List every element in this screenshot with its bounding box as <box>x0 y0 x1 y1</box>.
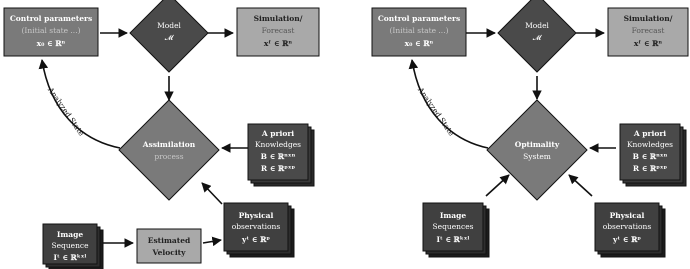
apriori-title: A priori <box>261 129 295 138</box>
right-diagram <box>372 0 688 257</box>
edge-image-to-optimality <box>486 175 509 196</box>
image-formula-right: Iᵗ ∈ ℝᵏˣˡ <box>436 235 470 244</box>
control-subtitle: (Initial state ...) <box>21 26 81 35</box>
simulation-title: Simulation/ <box>253 14 303 23</box>
edge-velocity-to-physical <box>203 240 221 243</box>
simulation-node-right <box>608 8 688 56</box>
image-subtitle: Sequence <box>51 241 89 250</box>
optimality-title: Optimality <box>514 140 560 149</box>
analyzed-state-label: Analyzed State <box>46 85 87 138</box>
simulation-subtitle-right: Forecast <box>631 26 665 35</box>
control-parameters-node <box>4 8 98 56</box>
assimilation-subtitle: process <box>154 152 184 161</box>
control-title: Control parameters <box>9 14 93 23</box>
simulation-title-right: Simulation/ <box>623 14 673 23</box>
apriori-b-matrix-right: B ∈ ℝⁿˣⁿ <box>632 152 668 161</box>
image-formula: Iᵗ ∈ ℝᵏˣˡ <box>53 253 87 262</box>
apriori-subtitle: Knowledges <box>254 140 302 149</box>
edge-physical-to-assimilation <box>202 183 222 204</box>
control-parameters-node-right <box>372 8 466 56</box>
control-subtitle-right: (Initial state ...) <box>389 26 449 35</box>
simulation-subtitle: Forecast <box>261 26 295 35</box>
velocity-title: Estimated <box>147 236 191 245</box>
physical-observations-node-right <box>595 203 665 257</box>
simulation-node <box>237 8 319 56</box>
simulation-formula-right: xᶠ ∈ ℝⁿ <box>633 39 663 48</box>
physical-formula-right: yᵗ ∈ ℝᵖ <box>613 235 641 244</box>
image-sequence-node <box>43 224 103 269</box>
assimilation-title: Assimilation <box>142 140 196 149</box>
apriori-b-matrix: B ∈ ℝⁿˣⁿ <box>260 152 296 161</box>
analyzed-state-label-right: Analyzed State <box>416 85 457 138</box>
image-title: Image <box>56 230 84 239</box>
control-title-right: Control parameters <box>377 14 461 23</box>
simulation-formula: xᶠ ∈ ℝⁿ <box>263 39 293 48</box>
model-title-right: Model <box>525 21 549 30</box>
velocity-subtitle: Velocity <box>152 248 186 257</box>
physical-subtitle: observations <box>231 222 281 231</box>
image-title-right: Image <box>439 211 467 220</box>
model-symbol: 𝓜 <box>164 33 174 42</box>
control-formula-right: x₀ ∈ ℝⁿ <box>404 39 434 48</box>
physical-title: Physical <box>238 211 274 220</box>
estimated-velocity-node <box>137 229 201 263</box>
model-symbol-right: 𝓜 <box>532 33 542 42</box>
apriori-node-right <box>620 124 686 186</box>
physical-subtitle-right: observations <box>602 222 652 231</box>
edge-physical-to-optimality <box>569 175 592 196</box>
model-node-right <box>498 0 576 72</box>
apriori-node <box>248 124 314 186</box>
image-subtitle-right: Sequences <box>432 222 474 231</box>
apriori-subtitle-right: Knowledges <box>626 140 674 149</box>
model-node <box>130 0 208 72</box>
image-sequences-node <box>423 203 489 257</box>
physical-formula: yᵗ ∈ ℝᵖ <box>242 235 270 244</box>
left-diagram <box>4 0 319 269</box>
control-formula: x₀ ∈ ℝⁿ <box>36 39 66 48</box>
apriori-r-matrix-right: R ∈ ℝᵖˣᵖ <box>632 164 668 173</box>
physical-title-right: Physical <box>609 211 645 220</box>
apriori-title-right: A priori <box>633 129 667 138</box>
physical-observations-node <box>224 203 294 257</box>
optimality-subtitle: System <box>523 152 551 161</box>
apriori-r-matrix: R ∈ ℝᵖˣᵖ <box>260 164 296 173</box>
model-title: Model <box>157 21 181 30</box>
optimality-node <box>487 100 587 200</box>
